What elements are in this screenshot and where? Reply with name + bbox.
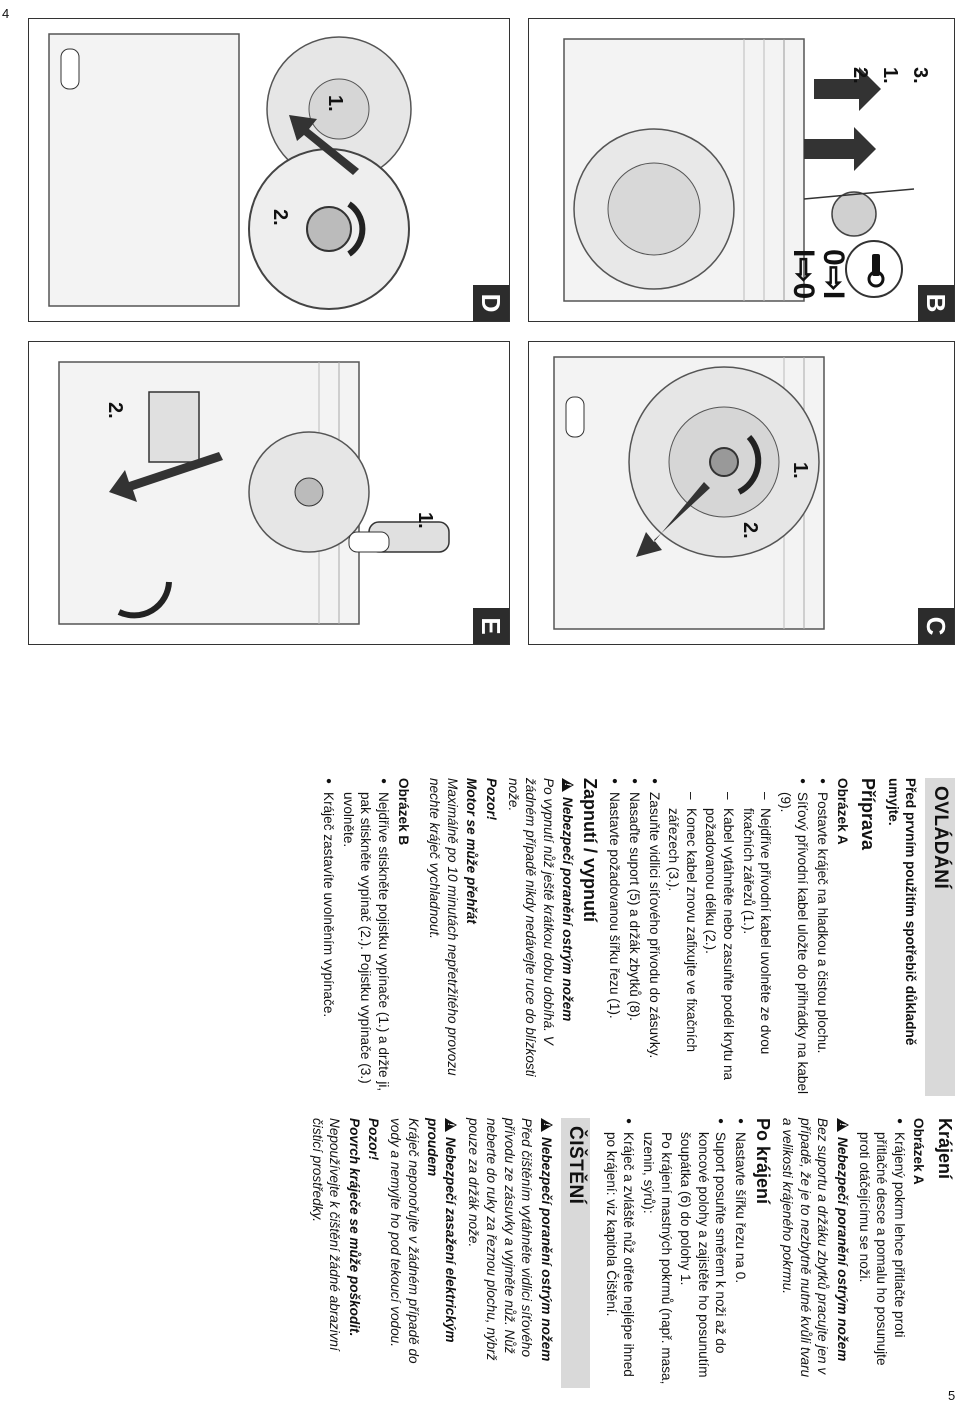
figure-e — [28, 341, 510, 645]
figure-b-label-3: 3. — [909, 67, 931, 84]
figure-c-label-1: 1. — [789, 462, 811, 479]
section-krajeni — [306, 1118, 955, 1388]
priprava-heading: Příprava — [858, 778, 879, 851]
po-krajeni-item-1: ● Nastavte šířku řezu na 0. — [731, 1118, 749, 1388]
ovladani-item-3: ● Zasuňte vidlici síťového přívodu do zásuvky. — [645, 778, 663, 1096]
figure-c-illustration — [529, 342, 954, 644]
figure-e-badge: E — [473, 608, 509, 644]
figure-e-illustration — [29, 342, 509, 644]
figure-d-label-2: 2. — [269, 209, 291, 226]
warning-icon — [445, 1118, 457, 1132]
po-krajeni-heading: Po krájení — [752, 1118, 773, 1205]
figure-c-badge: C — [918, 608, 954, 644]
zapnuti-warning-text: Po vypnutí nůž ještě krátkou dobu dobíhá. V žádném případě nikdy nedávejte ruce do blízkosti nože. — [505, 778, 556, 1077]
ovladani-item-7: ● Kráječ zastavíte uvolněním vypínače. — [320, 778, 338, 1096]
figure-b-illustration — [529, 19, 954, 321]
rotated-spread — [15, 18, 955, 1388]
page-number-left: 4 — [2, 6, 10, 21]
povrch-text: Nepoužívejte k čištění žádné abrazivní čisticí prostředky. — [309, 1118, 343, 1351]
figure-b-label-2: 2. — [849, 67, 871, 84]
povrch-heading: Povrch kráječe se může poškodit. — [346, 1118, 362, 1337]
figure-b-label-1: 1. — [879, 67, 901, 84]
warning-icon — [541, 1118, 553, 1132]
figure-e-label-1: 1. — [414, 512, 436, 529]
krajeni-item-1: ● Krájený pokrm lehce přitlačte proti přítlačné desce a pomalu ho posunujte proti otáčejícímu se noži. — [855, 1118, 908, 1388]
ovladani-item-5: ● Nastavte požadovanou šířku řezu (1). — [606, 778, 624, 1096]
po-krajeni-note: Po krájení mastných pokrmů (např. masa, uzenin, sýrů): — [641, 1132, 674, 1385]
ovladani-figure-b-label: Obrázek B — [395, 778, 411, 846]
po-krajeni-item-2: ● Suport posuňte směrem k noži až do koncové polohy a zajistěte ho posunutím šoupátka (6) do polohy 1. — [677, 1118, 730, 1388]
cisteni-warning1-title: Nebezpečí poranění ostrým nožem — [538, 1137, 554, 1362]
figure-e-label-2: 2. — [104, 402, 126, 419]
ovladani-item-6: ● Nejdříve stiskněte pojistku vypínače (1.) a držte ji, pak stiskněte vypínač (2.). Pojistku vypínače (3.) uvolněte. — [339, 778, 392, 1096]
ovladani-dash-3: – Konec kabel znovu zafixujte ve fixačních zářezech (3.). — [665, 778, 700, 1096]
ovladani-item-1: ● Postavte kráječ na hladkou a čistou plochu. — [813, 778, 831, 1096]
switch-on-indicator: 0⇨I — [817, 249, 850, 300]
switch-off-indicator: I⇨0 — [787, 249, 820, 300]
warning-icon — [837, 1118, 849, 1132]
krajeni-warning-text: Bez suportu a držáku zbytků pracujte jen v případě, že je to nezbytně nutné kvůli tvaru a velikosti krájeného pokrmu. — [780, 1118, 831, 1378]
cisteni-heading: ČIŠTĚNÍ — [561, 1118, 591, 1388]
figure-d-label-1: 1. — [324, 95, 346, 112]
zapnuti-warning-title: Nebezpečí poranění ostrým nožem — [560, 797, 576, 1022]
ovladani-item-4: ● Nasaďte suport (5) a držák zbytků (8). — [626, 778, 644, 1096]
ovladani-intro: Před prvním použitím spotřebič důkladně umyjte. — [885, 778, 919, 1046]
ovladani-dash-2: – Kabel vytáhněte nebo zasuňte podél krytu na požadovanou délku (2.). — [702, 778, 737, 1096]
figure-b-badge: B — [918, 285, 954, 321]
krajeni-warning-title: Nebezpečí poranění ostrým nožem — [835, 1137, 851, 1362]
figure-c — [528, 341, 955, 645]
cisteni-pozor: Pozor! — [366, 1118, 382, 1161]
cisteni-warning2-text: Kráječ neponořujte v žádném případě do vody a nemyjte ho pod tekoucí vodou. — [387, 1118, 421, 1364]
motor-text: Maximálně po 10 minutách nepřetržitého provozu nechte kráječ vychladnout. — [427, 778, 460, 1076]
zapnuti-pozor: Pozor! — [483, 778, 499, 821]
ovladani-heading: OVLÁDÁNÍ — [925, 778, 955, 1096]
ovladani-dash-1: – Nejdříve přívodní kabel uvolněte ze dvou fixačních zářezů (1.). — [739, 778, 774, 1096]
motor-heading: Motor se může přehřát — [464, 778, 480, 924]
po-krajeni-item-3: ● Kráječ a zvláště nůž otřete nejlépe ihned po krájení: viz kapitola Čištění. — [602, 1118, 637, 1388]
cisteni-warning2-title: Nebezpečí zasažení elektrickým proudem — [425, 1118, 458, 1343]
cisteni-warning1-text: Před čištěním vytáhněte vidlici síťového přívodu ze zásuvky a vyjměte nůž. Nůž neberte do ruky za řeznou plochu, nýbrž pouze za držák nože. — [466, 1118, 535, 1361]
ovladani-item-2: ● Síťový přívodní kabel uložte do přihrádky na kabel (9). — [776, 778, 811, 1096]
figure-d-illustration — [29, 19, 509, 321]
krajeni-heading: Krájení — [935, 1118, 955, 1180]
warning-icon — [562, 778, 574, 792]
figure-c-label-2: 2. — [739, 522, 761, 539]
page-number-right: 5 — [948, 1388, 956, 1403]
figure-b — [528, 18, 955, 322]
figure-d — [28, 18, 510, 322]
section-ovladani — [318, 778, 955, 1096]
zapnuti-heading: Zapnutí / vypnutí — [579, 778, 600, 922]
figure-d-badge: D — [473, 285, 509, 321]
krajeni-figure-a-label: Obrázek A — [911, 1118, 927, 1185]
ovladani-figure-a-label: Obrázek A — [834, 778, 850, 845]
